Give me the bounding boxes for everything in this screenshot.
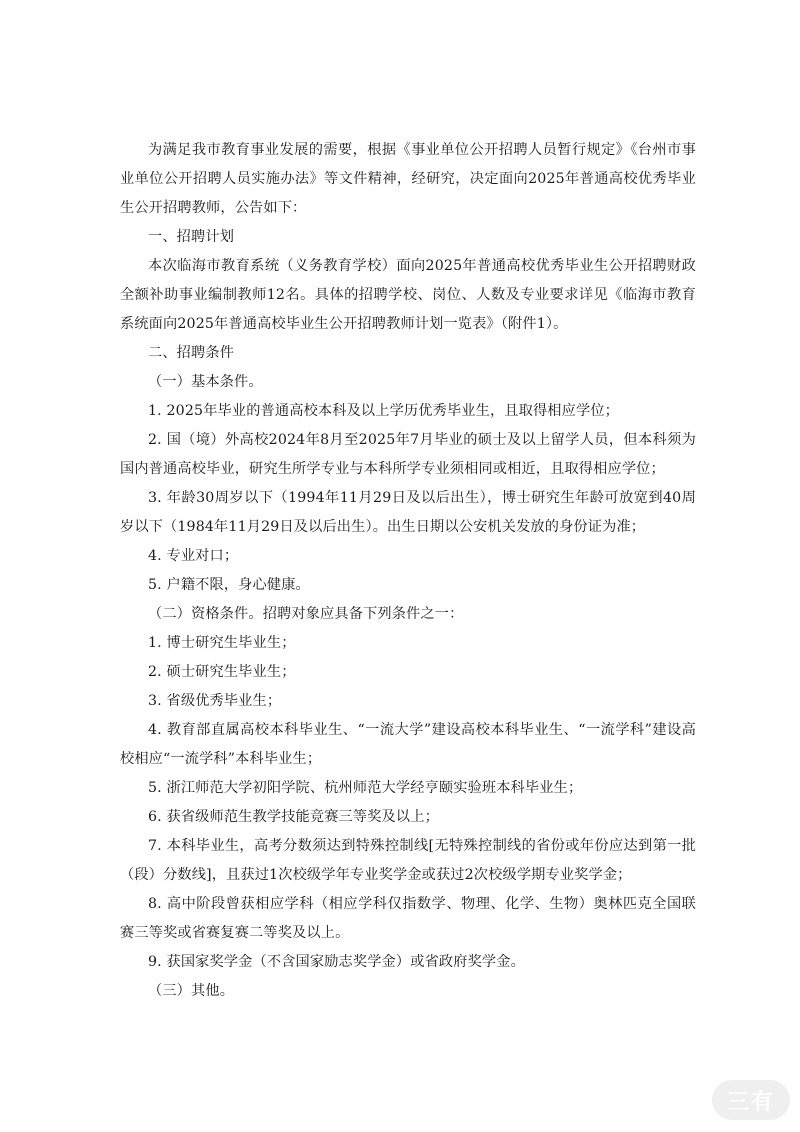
qualification-5: 5. 浙江师范大学初阳学院、杭州师范大学经亨颐实验班本科毕业生；	[148, 780, 583, 796]
section-heading-conditions: 二、招聘条件	[148, 345, 235, 361]
qualification-4: 4. 教育部直属高校本科毕业生、“一流大学”建设高校本科毕业生、“一流学科”建设高校相应“一流学科”本科毕业生；	[120, 722, 696, 767]
watermark-logo: 三有	[712, 1080, 790, 1120]
basic-condition-1: 1. 2025年毕业的普通高校本科及以上学历优秀毕业生，且取得相应学位；	[148, 403, 619, 419]
section-heading-recruitment-plan: 一、招聘计划	[148, 229, 235, 245]
qualification-3: 3. 省级优秀毕业生；	[148, 693, 282, 709]
basic-condition-2: 2. 国（境）外高校2024年8月至2025年7月毕业的硕士及以上留学人员，但本科须为国内普通高校毕业，研究生所学专业与本科所学专业须相同或相近，且取得相应学位；	[120, 432, 696, 477]
document-body	[120, 136, 696, 1006]
subsection-other: （三）其他。	[148, 983, 235, 999]
qualification-8: 8. 高中阶段曾获相应学科（相应学科仅指数学、物理、化学、生物）奥林匹克全国联赛三等奖或省赛复赛二等奖及以上。	[120, 896, 696, 941]
intro-paragraph: 为满足我市教育事业发展的需要，根据《事业单位公开招聘人员暂行规定》《台州市事业单位公开招聘人员实施办法》等文件精神，经研究，决定面向2025年普通高校优秀毕业生公开招聘教师，公告如下：	[120, 142, 696, 216]
subsection-qualifications: （二）资格条件。招聘对象应具备下列条件之一：	[148, 606, 464, 622]
subsection-basic-conditions: （一）基本条件。	[148, 374, 263, 390]
qualification-7: 7. 本科毕业生，高考分数须达到特殊控制线[无特殊控制线的省份或年份应达到第一批（段）分数线]，且获过1次校级学年专业奖学金或获过2次校级学期专业奖学金；	[120, 838, 696, 883]
qualification-2: 2. 硕士研究生毕业生；	[148, 664, 296, 680]
recruitment-plan-paragraph: 本次临海市教育系统（义务教育学校）面向2025年普通高校优秀毕业生公开招聘财政全额补助事业编制教师12名。具体的招聘学校、岗位、人数及专业要求详见《临海市教育系统面向2025年普通高校毕业生公开招聘教师计划一览表》（附件1）。	[120, 258, 696, 332]
basic-condition-5: 5. 户籍不限，身心健康。	[148, 577, 310, 593]
basic-condition-3: 3. 年龄30周岁以下（1994年11月29日及以后出生），博士研究生年龄可放宽到40周岁以下（1984年11月29日及以后出生）。出生日期以公安机关发放的身份证为准；	[120, 490, 696, 535]
qualification-9: 9. 获国家奖学金（不含国家励志奖学金）或省政府奖学金。	[148, 954, 525, 970]
basic-condition-4: 4. 专业对口；	[148, 548, 239, 564]
qualification-6: 6. 获省级师范生教学技能竞赛三等奖及以上；	[148, 809, 439, 825]
qualification-1: 1. 博士研究生毕业生；	[148, 635, 296, 651]
